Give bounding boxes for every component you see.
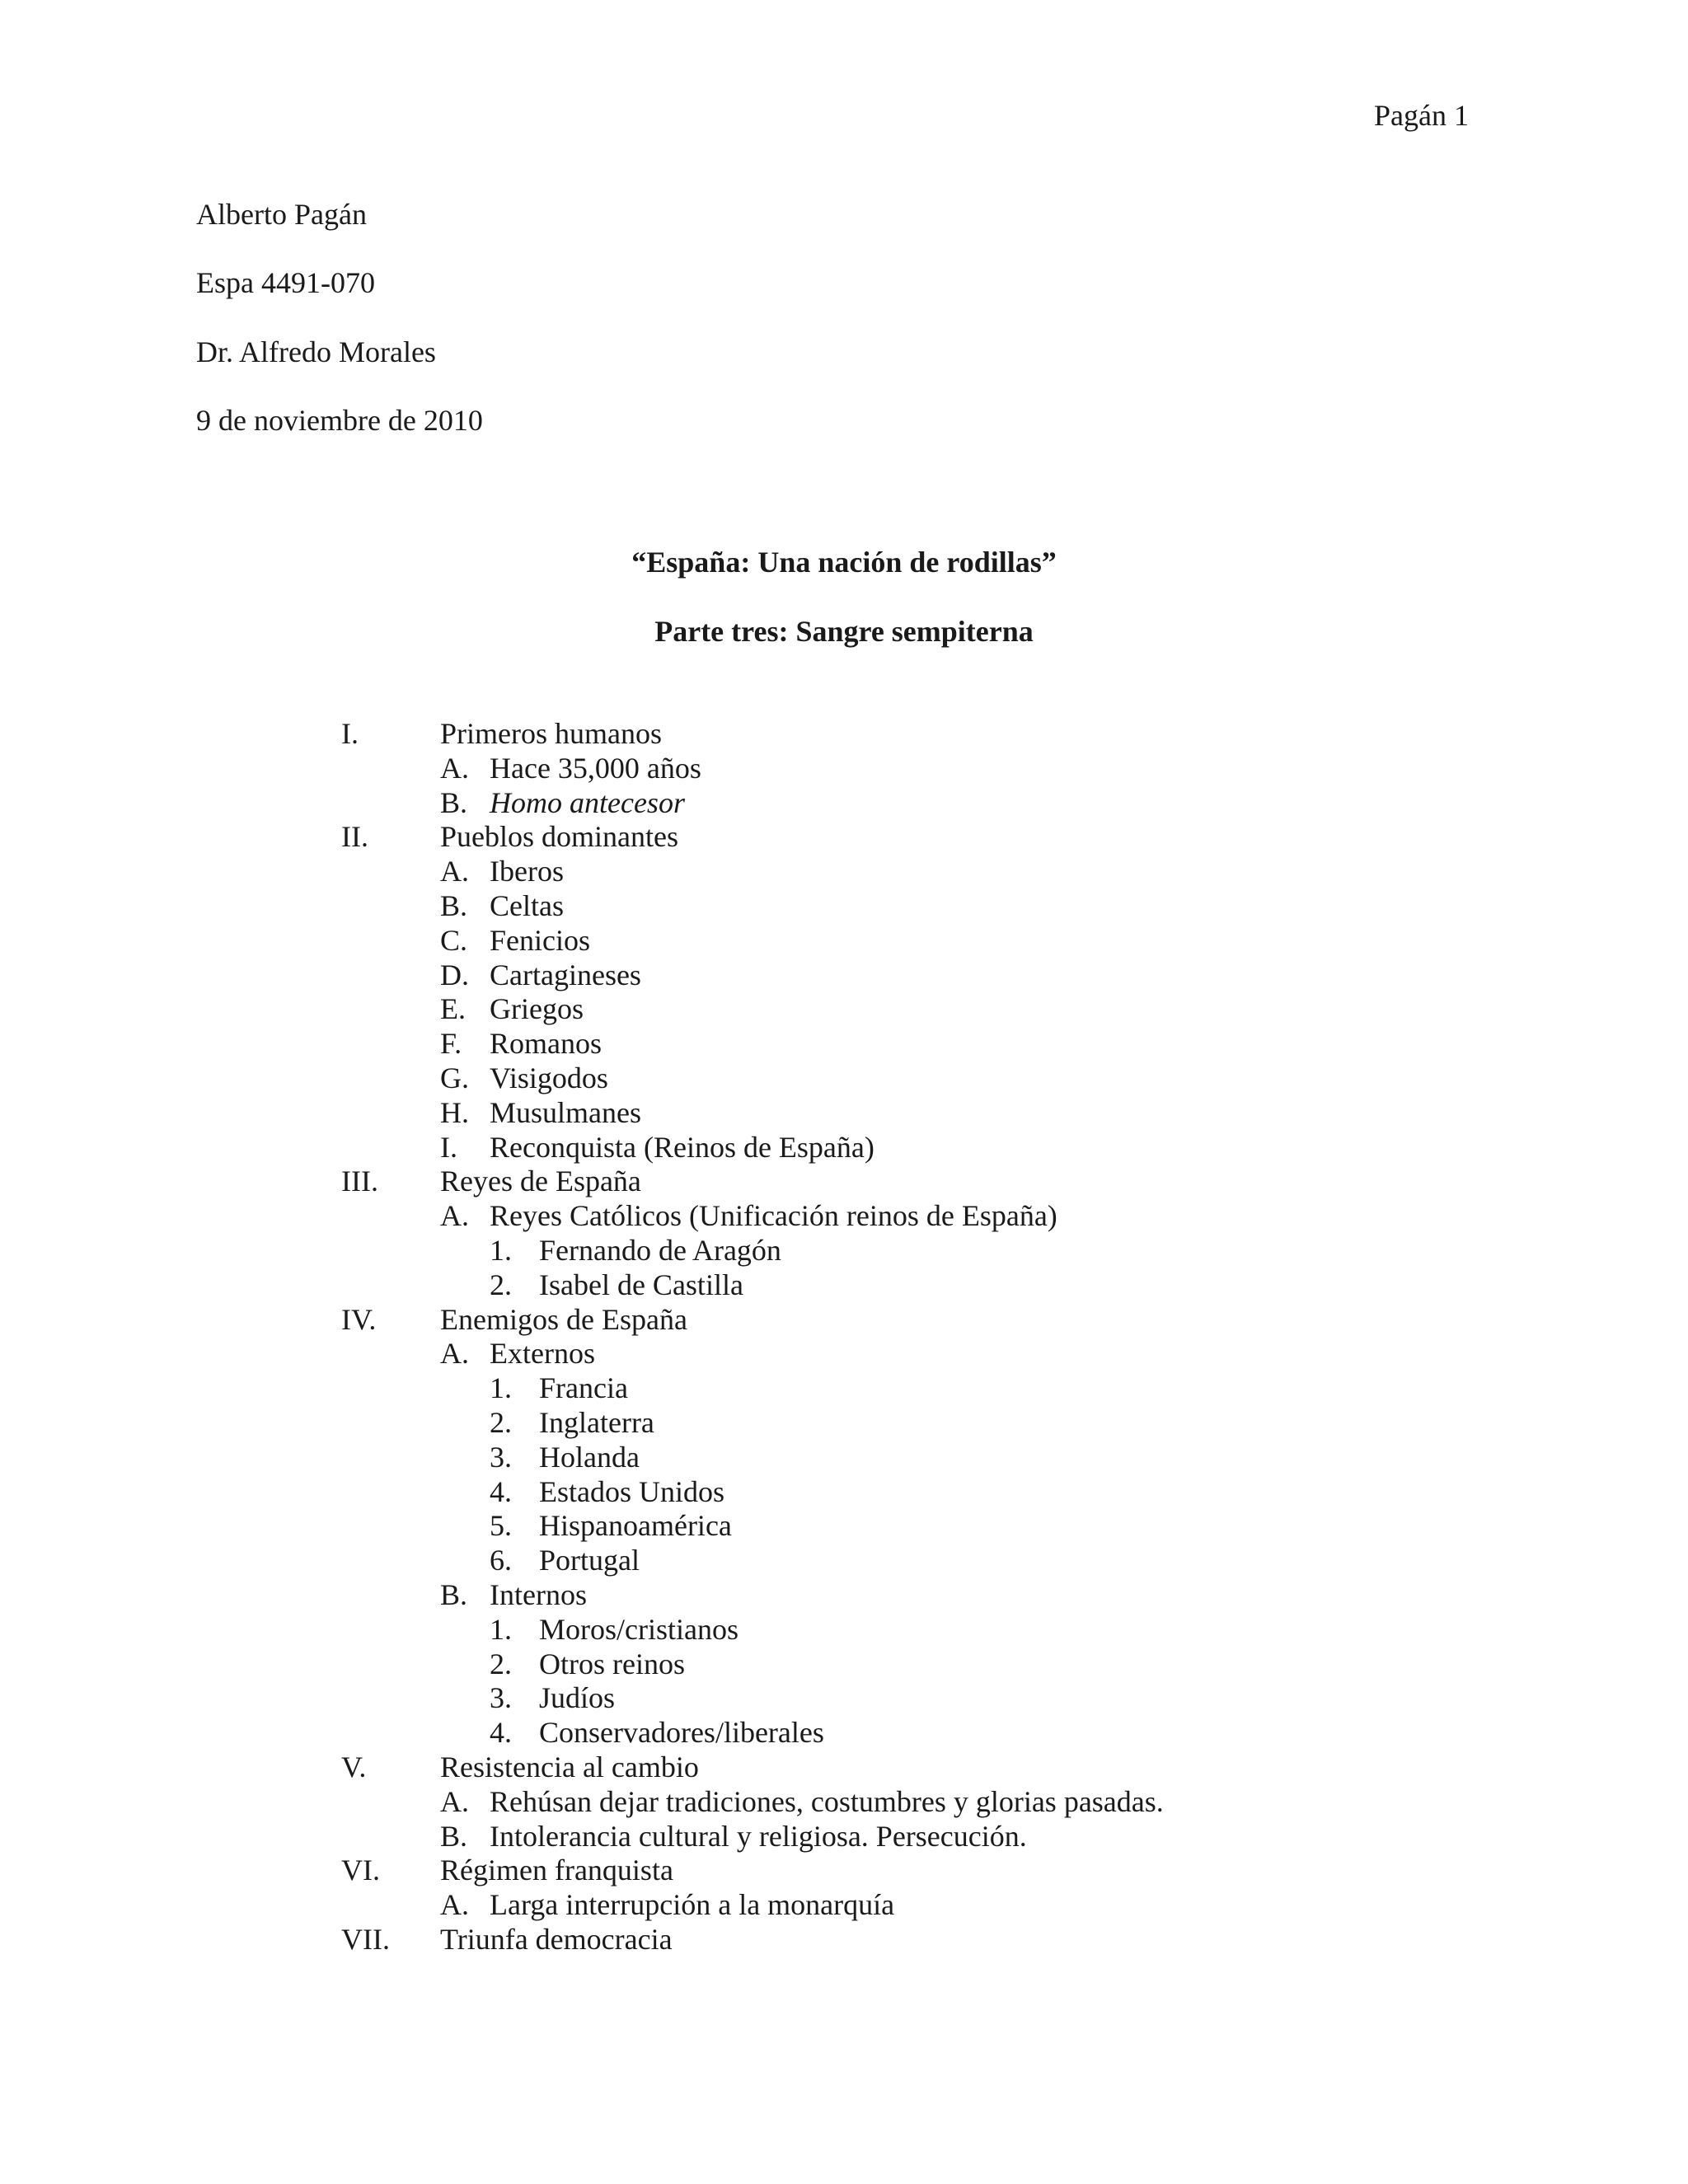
outline-item-text: Portugal xyxy=(539,1544,640,1577)
outline-item-number: A. xyxy=(440,1785,469,1818)
outline-item-number: G. xyxy=(440,1062,469,1094)
outline-item-text: Régimen franquista xyxy=(440,1854,673,1886)
outline-item-text: Fernando de Aragón xyxy=(539,1234,781,1267)
outline-item-number: V. xyxy=(341,1750,367,1783)
outline-item-text: Celtas xyxy=(490,889,564,922)
document-date: 9 de noviembre de 2010 xyxy=(196,404,483,437)
outline-item-text: Musulmanes xyxy=(490,1096,641,1129)
outline-item-text: Cartagineses xyxy=(490,958,641,991)
outline-item-number: B. xyxy=(440,889,468,922)
outline-item-text: Reyes Católicos (Unificación reinos de España) xyxy=(490,1199,1057,1232)
outline-item-text: Holanda xyxy=(539,1441,640,1474)
outline-item-text: Larga interrupción a la monarquía xyxy=(490,1888,895,1921)
outline-item-number: 2. xyxy=(490,1268,512,1301)
outline-item-text: Reyes de España xyxy=(440,1165,641,1197)
outline-item-text: Judíos xyxy=(539,1681,616,1714)
outline-item-text: Isabel de Castilla xyxy=(539,1268,743,1301)
outline-item-number: III. xyxy=(341,1165,378,1197)
outline-item-text: Primeros humanos xyxy=(440,717,662,750)
outline-item-text: Pueblos dominantes xyxy=(440,820,678,853)
outline-item-number: 6. xyxy=(490,1544,512,1577)
outline-item-text: Homo antecesor xyxy=(490,786,685,819)
outline-item-number: 3. xyxy=(490,1441,512,1474)
outline-item-number: II. xyxy=(341,820,368,853)
outline-item-number: 1. xyxy=(490,1371,512,1404)
outline-item-number: F. xyxy=(440,1027,462,1060)
outline-item-text: Griegos xyxy=(490,992,584,1025)
outline-item-text: Inglaterra xyxy=(539,1406,654,1439)
outline-item-number: B. xyxy=(440,1578,468,1611)
outline-item-text: Fenicios xyxy=(490,924,590,957)
document-title: “España: Una nación de rodillas” xyxy=(631,546,1057,579)
document-subtitle: Parte tres: Sangre sempiterna xyxy=(654,615,1034,648)
outline-item-number: 1. xyxy=(490,1234,512,1267)
outline-item-text: Reconquista (Reinos de España) xyxy=(490,1131,874,1164)
outline-item-text: Triunfa democracia xyxy=(440,1923,673,1956)
outline-item-number: 2. xyxy=(490,1647,512,1680)
outline-item-text: Hispanoamérica xyxy=(539,1509,732,1542)
outline-item-text: Otros reinos xyxy=(539,1647,685,1680)
outline-item-number: VII. xyxy=(341,1923,390,1956)
outline-item-number: C. xyxy=(440,924,468,957)
outline-item-text: Externos xyxy=(490,1337,595,1370)
outline-item-number: B. xyxy=(440,1820,468,1853)
outline-item-number: A. xyxy=(440,855,469,888)
outline-item-number: 4. xyxy=(490,1475,512,1508)
outline-item-number: A. xyxy=(440,1199,469,1232)
outline-item-text: Internos xyxy=(490,1578,587,1611)
outline-item-number: A. xyxy=(440,1888,469,1921)
outline-item-number: 1. xyxy=(490,1613,512,1646)
outline-item-text: Rehúsan dejar tradiciones, costumbres y glorias pasadas. xyxy=(490,1785,1164,1818)
outline-item-text: Resistencia al cambio xyxy=(440,1750,699,1783)
outline-item-number: IV. xyxy=(341,1303,377,1336)
outline-item-text: Francia xyxy=(539,1371,628,1404)
outline-item-number: I. xyxy=(341,717,359,750)
outline-item-text: Intolerancia cultural y religiosa. Persecución. xyxy=(490,1820,1027,1853)
outline-item-text: Hace 35,000 años xyxy=(490,752,701,785)
outline-item-number: A. xyxy=(440,752,469,785)
author-name: Alberto Pagán xyxy=(196,198,367,231)
outline-item-number: VI. xyxy=(341,1854,380,1886)
outline-item-text: Conservadores/liberales xyxy=(539,1716,824,1749)
outline-item-number: D. xyxy=(440,958,469,991)
outline-item-number: H. xyxy=(440,1096,469,1129)
outline-item-number: B. xyxy=(440,786,468,819)
outline-item-text: Estados Unidos xyxy=(539,1475,724,1508)
outline-item-text: Enemigos de España xyxy=(440,1303,687,1336)
course-code: Espa 4491-070 xyxy=(196,266,375,299)
outline-item-number: A. xyxy=(440,1337,469,1370)
outline-item-number: 4. xyxy=(490,1716,512,1749)
page-number: Pagán 1 xyxy=(1374,99,1469,132)
outline-item-number: 5. xyxy=(490,1509,512,1542)
outline-item-text: Moros/cristianos xyxy=(539,1613,738,1646)
outline-item-text: Iberos xyxy=(490,855,564,888)
outline-item-text: Visigodos xyxy=(490,1062,608,1094)
outline-item-text: Romanos xyxy=(490,1027,603,1060)
outline-item-number: I. xyxy=(440,1131,457,1164)
professor-name: Dr. Alfredo Morales xyxy=(196,335,436,368)
outline-item-number: E. xyxy=(440,992,466,1025)
outline-item-number: 3. xyxy=(490,1681,512,1714)
outline-item-number: 2. xyxy=(490,1406,512,1439)
